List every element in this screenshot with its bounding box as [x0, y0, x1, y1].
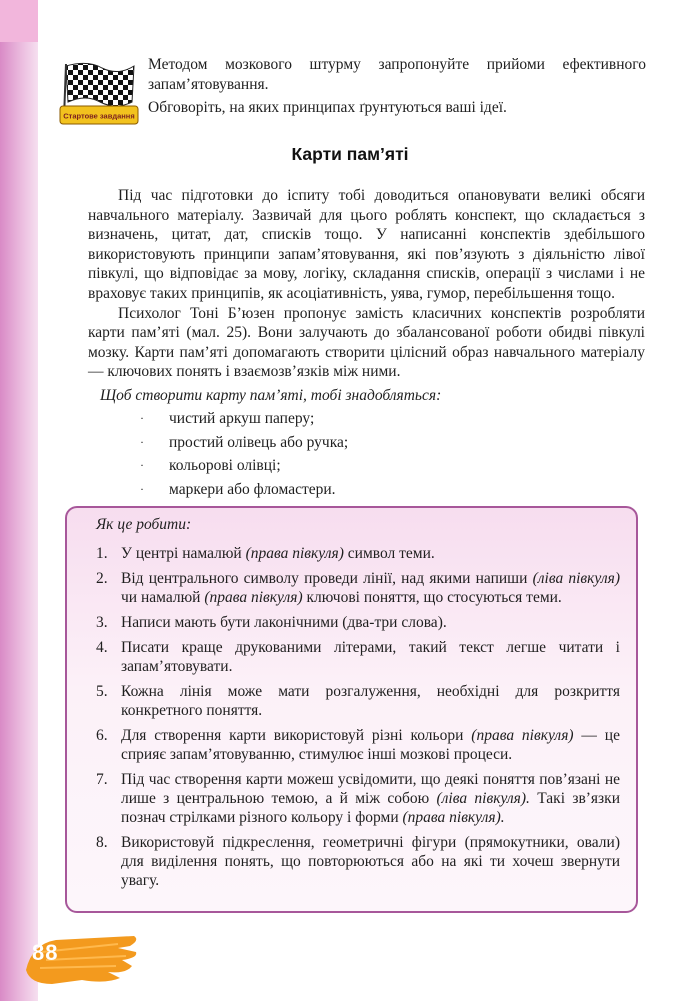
step-emphasis: (ліва півкуля) — [532, 570, 620, 587]
step-number: 1. — [96, 545, 108, 562]
page-number: 88 — [32, 940, 59, 965]
step-emphasis: (ліва півкуля). — [436, 790, 530, 807]
step-number: 5. — [96, 683, 108, 700]
intro-task — [148, 55, 646, 121]
step-emphasis: (права півкуля) — [471, 727, 574, 744]
list-item — [96, 638, 620, 676]
list-item — [96, 682, 620, 720]
step-text: Від центрального символу проведи лінії, над якими напиши — [121, 570, 533, 587]
paragraph: Психолог Тоні Б’юзен пропонує замість класичних конспектів розробляти карти пам’яті (мал. 25). Вони залучають до збалансованої роботи обидві півкулі мозку. Карти пам’яті допомагають створити цілісний образ навчального матеріалу — ключових понять і взаємозв’язків між ними. — [88, 304, 645, 381]
list-item — [96, 833, 620, 890]
section-title: Карти пам’яті — [291, 144, 409, 164]
step-text: Написи мають бути лаконічними (два-три слова). — [121, 614, 447, 631]
step-number: 2. — [96, 570, 108, 587]
bullet-icon: · — [140, 434, 144, 449]
step-number: 3. — [96, 614, 108, 631]
howto-title: Як це робити: — [96, 516, 192, 533]
howto-steps — [96, 544, 620, 896]
step-emphasis: (права півкуля) — [245, 545, 344, 562]
step-text: Для створення карти використовуй різні кольори — [121, 727, 472, 744]
supply-text: маркери або фломастери. — [169, 480, 336, 498]
bullet-icon: · — [140, 458, 144, 473]
step-text: Використовуй підкреслення, геометричні фігури (прямокутники, овали) для виділення понять, що повторюються або на які ти хочеш звернути увагу. — [121, 834, 620, 889]
step-number: 8. — [96, 834, 108, 851]
supply-text: чистий аркуш паперу; — [169, 410, 315, 427]
list-item — [96, 544, 620, 563]
intro-line-1: Методом мозкового штурму запропонуйте прийоми ефективного запам’ятовування. — [148, 56, 646, 93]
list-item — [96, 613, 620, 632]
list-item — [140, 407, 348, 431]
step-number: 7. — [96, 771, 108, 788]
step-number: 6. — [96, 727, 108, 744]
step-number: 4. — [96, 639, 108, 656]
bullet-icon: · — [140, 481, 144, 496]
supply-text: простий олівець або ручка; — [169, 433, 349, 451]
badge-label: Стартове завдання — [63, 111, 135, 121]
list-item — [96, 726, 620, 764]
body-text — [88, 186, 645, 382]
checkered-flag-icon — [58, 60, 140, 126]
step-text: символ теми. — [343, 545, 435, 562]
step-text: чи намалюй — [121, 589, 205, 606]
list-item — [140, 478, 348, 502]
step-text: Під час створення карти можеш усвідомити, що деякі поняття пов’язані не лише з центральною темою, а й між собою — [121, 771, 620, 807]
list-item — [140, 431, 348, 455]
step-text: Писати краще друкованими літерами, такий текст легше читати і запам’ятовувати. — [121, 639, 620, 675]
step-text: Кожна лінія може мати розгалуження, необхідні для розкриття конкретного поняття. — [121, 683, 620, 719]
step-text: У центрі намалюй — [121, 545, 246, 562]
list-item — [96, 770, 620, 827]
intro-line-2: Обговоріть, на яких принципах ґрунтуються ваші ідеї. — [148, 99, 507, 116]
bullet-icon: · — [140, 411, 144, 425]
step-emphasis: (права півкуля). — [402, 809, 505, 826]
list-item — [96, 569, 620, 607]
supplies-lead-in: Щоб створити карту пам’яті, тобі знадобляться: — [100, 387, 442, 404]
step-text: Такі зв’язки познач стрілками різного кольору і форми — [121, 790, 621, 826]
side-strip-top-accent — [0, 0, 38, 42]
step-text: — це сприяє запам’ятовуванню, стимулює інші мозкові процеси. — [121, 727, 620, 763]
step-emphasis: (права півкуля) — [204, 589, 303, 606]
paragraph: Під час підготовки до іспиту тобі доводиться опановувати великі обсяги навчального матеріалу. Зазвичай для цього роблять конспект, що складається з визначень, цитат, дат, списків тощо. У написанні конспектів здебільшого використовують принципи запам’ятовування, які пов’язують з діяльністю лівої півкулі, що відповідає за мову, логіку, складання списків, операції з числами і не враховує таких принципів, як асоціативність, уява, гумор, перебільшення тощо. — [88, 187, 645, 302]
list-item — [140, 454, 348, 478]
supply-text: кольорові олівці; — [169, 457, 281, 475]
supplies-list — [140, 407, 348, 501]
step-text: ключові поняття, що стосуються теми. — [302, 589, 562, 606]
